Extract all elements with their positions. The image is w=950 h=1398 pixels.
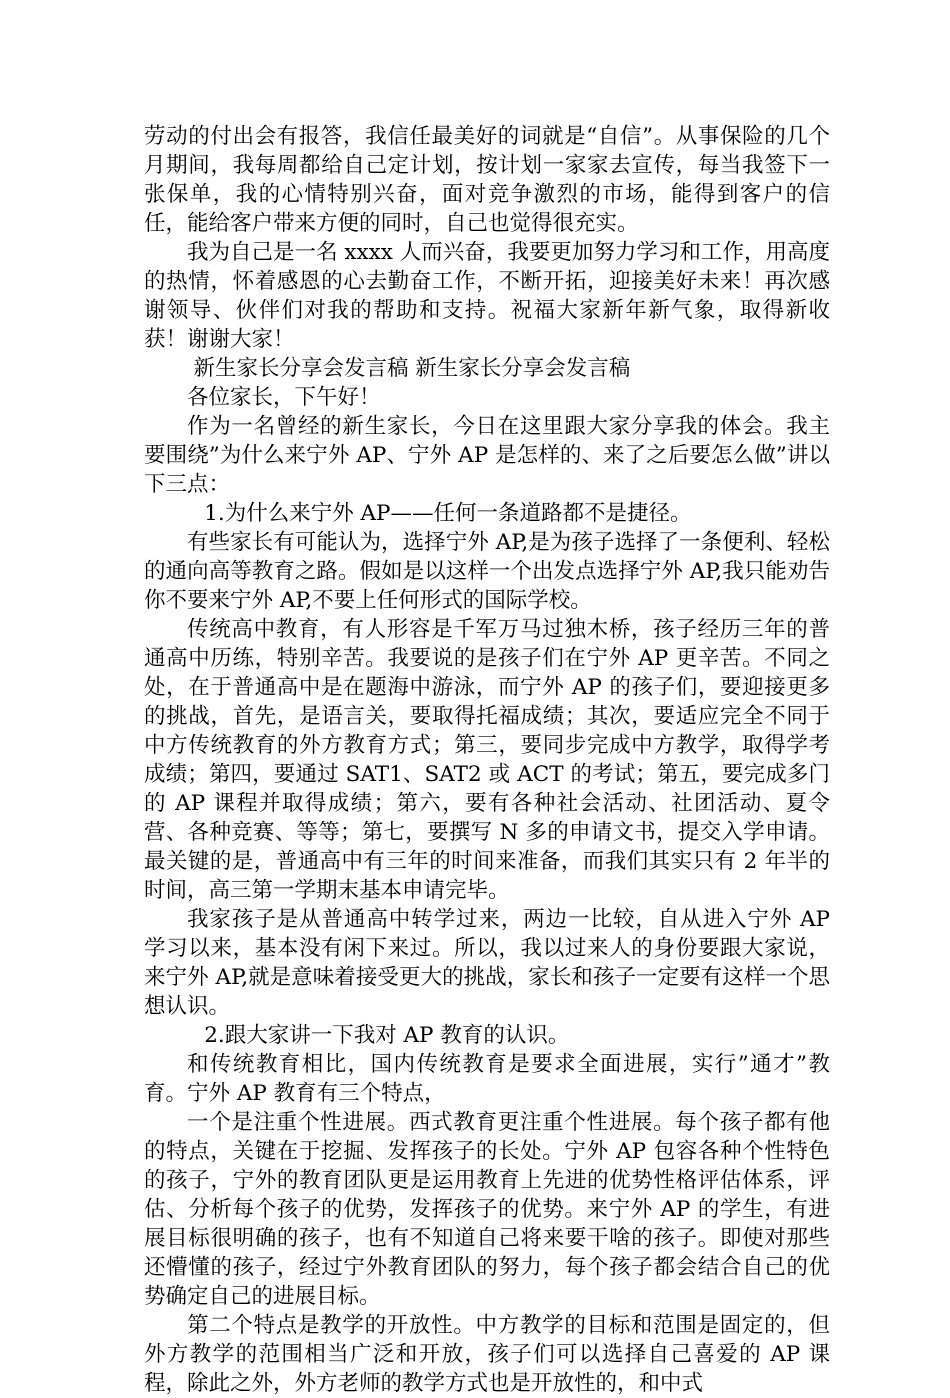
paragraph-gratitude: 我为自己是一名 xxxx 人而兴奋，我要更加努力学习和工作，用高度的热情，怀着感恩的心去勤奋工作，不断开拓，迎接美好未来！再次感谢领导、伙伴们对我的帮助和支持。祝福大家新年新气象，取得新收获！谢谢大家！ xyxy=(144,240,830,352)
paragraph-experience: 我家孩子是从普通高中转学过来，两边一比较，自从进入宁外 AP 学习以来，基本没有闲下来过。所以，我以过来人的身份要跟大家说，来宁外 AP,就是意味着接受更大的挑战，家长和孩子一定要有这样一个思想认识。 xyxy=(144,907,830,1019)
paragraph-closing-text: 劳动的付出会有报答，我信任最美好的词就是“自信”。从事保险的几个月期间，我每周都给自己定计划，按计划一家家去宣传，每当我签下一张保单，我的心情特别兴奋，面对竞争激烈的市场，能得到客户的信任，能给客户带来方便的同时，自己也觉得很充实。 xyxy=(144,124,830,236)
paragraph-introduction: 作为一名曾经的新生家长，今日在这里跟大家分享我的体会。我主要围绕”为什么来宁外 AP、宁外 AP 是怎样的、来了之后要怎么做”讲以下三点： xyxy=(144,414,830,497)
paragraph-feature-openness: 第二个特点是教学的开放性。中方教学的目标和范围是固定的，但外方教学的范围相当广泛和开放，孩子们可以选择自己喜爱的 AP 课程，除此之外，外方老师的教学方式也是开放性的，和中式 xyxy=(144,1313,830,1396)
paragraph-comparison: 和传统教育相比，国内传统教育是要求全面进展，实行”通才”教育。宁外 AP 教育有三个特点， xyxy=(144,1052,830,1106)
document-body xyxy=(144,122,830,1398)
section-heading-1: 1.为什么来宁外 AP——任何一条道路都不是捷径。 xyxy=(204,501,692,526)
paragraph-challenges: 传统高中教育，有人形容是千军万马过独木桥，孩子经历三年的普通高中历练，特别辛苦。我要说的是孩子们在宁外 AP 更辛苦。不同之处，在于普通高中是在题海中游泳，而宁外 AP 的孩子们，要迎接更多的挑战，首先，是语言关，要取得托福成绩；其次，要适应完全不同于中方传统教育的外方教育方式；第三，要同步完成中方教学，取得学考成绩；第四，要通过 SAT1、SAT2 或 ACT 的考试；第五，要完成多门的 AP 课程并取得成绩；第六，要有各种社会活动、社团活动、夏令营、各种竞赛、等等；第七，要撰写 N 多的申请文书，提交入学申请。最关键的是，普通高中有三年的时间来准备，而我们其实只有 2 年半的时间，高三第一学期末基本申请完毕。 xyxy=(144,617,830,903)
paragraph-greeting: 各位家长，下午好！ xyxy=(187,385,381,410)
speech-title: 新生家长分享会发言稿 新生家长分享会发言稿 xyxy=(193,356,631,381)
paragraph-misconception: 有些家长有可能认为，选择宁外 AP,是为孩子选择了一条便利、轻松的通向高等教育之路。假如是以这样一个出发点选择宁外 AP,我只能劝告你不要来宁外 AP,不要上任何形式的国际学校。 xyxy=(144,530,830,613)
paragraph-feature-individuality: 一个是注重个性进展。西式教育更注重个性进展。每个孩子都有他的特点，关键在于挖掘、发挥孩子的长处。宁外 AP 包容各种个性特色的孩子，宁外的教育团队更是运用教育上先进的优势性格评估体系，评估、分析每个孩子的优势，发挥孩子的优势。来宁外 AP 的学生，有进展目标很明确的孩子，也有不知道自己将来要干啥的孩子。即使对那些还懵懂的孩子，经过宁外教育团队的努力，每个孩子都会结合自己的优势确定自己的进展目标。 xyxy=(144,1110,830,1309)
section-heading-2: 2.跟大家讲一下我对 AP 教育的认识。 xyxy=(204,1023,570,1048)
